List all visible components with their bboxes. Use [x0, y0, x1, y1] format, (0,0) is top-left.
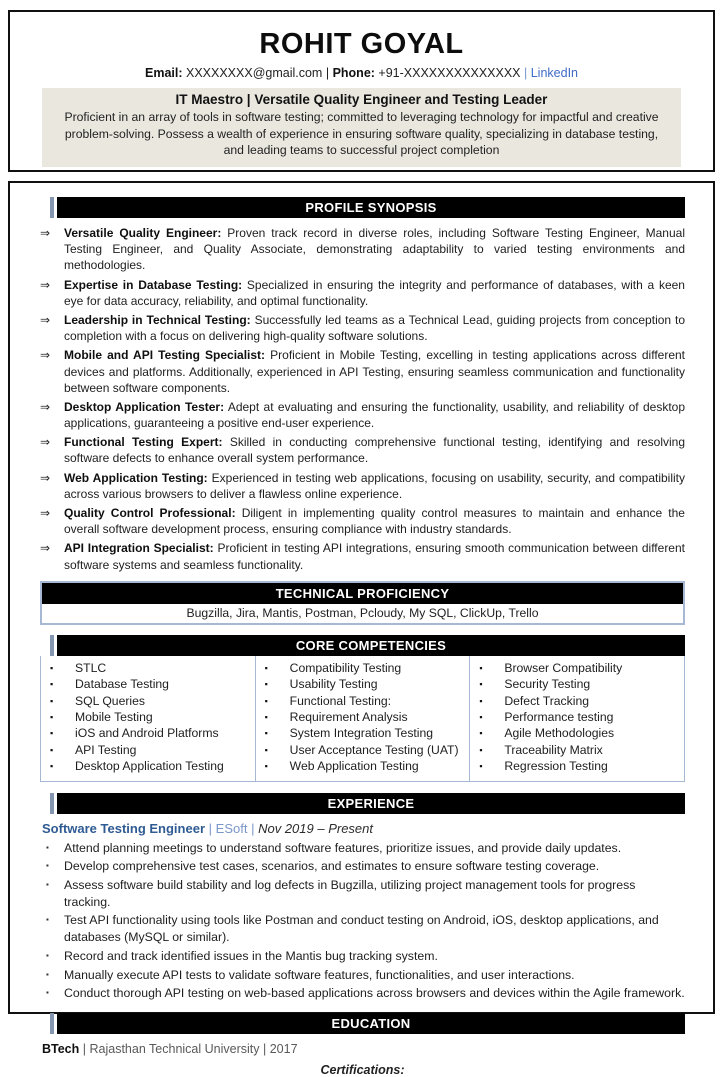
arrow-bullet-icon: ⇒	[40, 435, 51, 450]
core-competencies-section	[40, 635, 685, 782]
square-bullet-icon: ▪	[50, 711, 54, 722]
square-bullet-icon: ▪	[264, 711, 268, 722]
technical-tools-list: Bugzilla, Jira, Mantis, Postman, Pcloudy, My SQL, ClickUp, Trello	[186, 605, 539, 620]
synopsis-text	[64, 225, 685, 274]
arrow-bullet-icon: ⇒	[40, 541, 51, 556]
section-accent-bar	[50, 1013, 54, 1034]
competency-item	[265, 676, 466, 692]
competency-label: iOS and Android Platforms	[75, 726, 219, 741]
synopsis-body: Specialized in ensuring the integrity and performance of databases, with a keen eye for data accuracy, reliability, and optimal functionality.	[64, 277, 685, 308]
experience-item	[40, 985, 685, 1002]
role-separator: |	[251, 820, 255, 836]
square-bullet-icon: ▪	[46, 915, 49, 925]
square-bullet-icon: ▪	[264, 761, 268, 772]
synopsis-item	[40, 225, 685, 274]
competency-label: Performance testing	[504, 709, 614, 724]
experience-text: Conduct thorough API testing on web-based applications across browsers and devices within the Agile framework.	[64, 986, 685, 1001]
certifications-label: Certifications:	[320, 1063, 405, 1077]
competency-item	[50, 660, 251, 676]
square-bullet-icon: ▪	[46, 880, 49, 890]
competency-item	[50, 725, 251, 741]
square-bullet-icon: ▪	[50, 761, 54, 772]
competency-item	[479, 758, 680, 774]
section-header-experience	[50, 793, 685, 814]
degree-name: BTech	[42, 1042, 80, 1057]
section-accent-bar	[50, 793, 54, 814]
competency-label: Usability Testing	[289, 677, 378, 692]
technical-proficiency-table	[40, 581, 685, 625]
experience-item	[40, 877, 685, 910]
competency-label: Security Testing	[504, 677, 591, 692]
synopsis-item	[40, 347, 685, 396]
synopsis-item	[40, 540, 685, 572]
competency-item	[50, 676, 251, 692]
competency-label: Agile Methodologies	[504, 726, 615, 741]
education-separator: |	[262, 1042, 267, 1057]
square-bullet-icon: ▪	[46, 842, 49, 852]
square-bullet-icon: ▪	[264, 662, 268, 673]
synopsis-text	[64, 312, 685, 344]
arrow-bullet-icon: ⇒	[40, 348, 51, 363]
competency-label: Mobile Testing	[75, 709, 153, 724]
square-bullet-icon: ▪	[479, 679, 483, 690]
synopsis-text	[64, 277, 685, 309]
competency-item	[50, 758, 251, 774]
synopsis-text	[64, 505, 685, 537]
profile-synopsis-list	[40, 225, 685, 573]
experience-text: Test API functionality using tools like Postman and conduct testing on Android, iOS, desktop applications, and databases (MySQL or similar).	[64, 913, 659, 945]
linkedin-link[interactable]: LinkedIn	[530, 66, 578, 80]
experience-item	[40, 858, 685, 875]
synopsis-lead: API Integration Specialist:	[64, 541, 214, 556]
square-bullet-icon: ▪	[50, 744, 54, 755]
experience-text: Attend planning meetings to understand software features, prioritize issues, and provide daily updates.	[64, 840, 622, 855]
synopsis-body: Diligent in implementing quality control measures to maintain and enhance the overall software development process, ensuring compliance with industry standards.	[64, 506, 685, 537]
experience-section	[40, 793, 685, 1002]
competency-item	[479, 660, 680, 676]
experience-item	[40, 948, 685, 965]
square-bullet-icon: ▪	[264, 744, 268, 755]
square-bullet-icon: ▪	[50, 695, 54, 706]
competencies-column-2	[256, 656, 471, 781]
synopsis-lead: Leadership in Technical Testing:	[64, 312, 251, 327]
competencies-column-1	[41, 656, 256, 781]
square-bullet-icon: ▪	[46, 988, 49, 998]
square-bullet-icon: ▪	[479, 728, 483, 739]
synopsis-lead: Expertise in Database Testing:	[64, 277, 243, 292]
email-label: Email:	[145, 66, 183, 80]
square-bullet-icon: ▪	[479, 711, 483, 722]
job-role: Software Testing Engineer	[42, 820, 206, 836]
phone-value: +91-XXXXXXXXXXXXXX	[378, 66, 521, 80]
competencies-column-3	[470, 656, 684, 781]
competency-label: Compatibility Testing	[289, 660, 402, 675]
company-name: ESoft	[215, 820, 248, 836]
synopsis-text	[64, 470, 685, 502]
arrow-bullet-icon: ⇒	[40, 470, 51, 485]
competency-item	[265, 709, 466, 725]
competency-item	[265, 758, 466, 774]
experience-text: Record and track identified issues in the Mantis bug tracking system.	[64, 948, 438, 963]
competency-item	[479, 709, 680, 725]
square-bullet-icon: ▪	[479, 761, 483, 772]
competency-label: User Acceptance Testing (UAT)	[289, 742, 459, 757]
university-name: Rajasthan Technical University	[89, 1042, 260, 1057]
experience-text: Manually execute API tests to validate software features, functionalities, and user interactions.	[64, 967, 575, 982]
experience-item	[40, 840, 685, 857]
synopsis-text	[64, 540, 685, 572]
competency-label: Requirement Analysis	[289, 709, 408, 724]
competency-item	[265, 742, 466, 758]
arrow-bullet-icon: ⇒	[40, 399, 51, 414]
synopsis-body: Skilled in conducting comprehensive functional testing, identifying and resolving software defects to enhance overall system performance.	[64, 435, 686, 466]
education-separator: |	[82, 1042, 87, 1057]
phone-label: Phone:	[332, 66, 375, 80]
employment-dates: Nov 2019 – Present	[258, 820, 373, 836]
section-accent-bar	[50, 635, 54, 656]
synopsis-item	[40, 312, 685, 344]
tagline-title: IT Maestro | Versatile Quality Engineer and Testing Leader	[175, 92, 548, 107]
arrow-bullet-icon: ⇒	[40, 312, 51, 327]
synopsis-lead: Web Application Testing:	[64, 470, 208, 485]
section-title: CORE COMPETENCIES	[57, 635, 685, 656]
synopsis-body: Successfully led teams as a Technical Lead, guiding projects from conception to completion with a focus on delivering high-quality software solutions.	[64, 312, 686, 344]
resume-body-card	[8, 181, 715, 1077]
competency-item	[479, 725, 680, 741]
contact-separator: |	[325, 66, 330, 80]
competency-label: SQL Queries	[75, 693, 145, 708]
section-title-technical-proficiency: TECHNICAL PROFICIENCY	[42, 583, 683, 604]
synopsis-item	[40, 505, 685, 537]
competency-label: Browser Compatibility	[504, 660, 623, 675]
competency-label: Traceability Matrix	[504, 742, 603, 757]
square-bullet-icon: ▪	[46, 950, 49, 960]
square-bullet-icon: ▪	[479, 744, 483, 755]
education-details	[83, 1042, 298, 1056]
section-header-education	[50, 1013, 685, 1034]
competency-item	[479, 676, 680, 692]
candidate-name: ROHIT GOYAL	[259, 28, 464, 60]
synopsis-lead: Quality Control Professional:	[64, 506, 236, 520]
experience-text: Assess software build stability and log defects in Bugzilla, utilizing project management tools for progress tracking.	[64, 878, 636, 909]
competency-item	[265, 660, 466, 676]
competency-item	[50, 742, 251, 758]
competency-item	[265, 725, 466, 741]
synopsis-text	[64, 399, 685, 431]
tagline-summary: Proficient in an array of tools in software testing; committed to leveraging technology for impactful and creative problem-solving. Possess a wealth of experience in ensuring software quality, specializing in database testing, and leading teams to successful project completion	[64, 110, 659, 158]
synopsis-body: Proven track record in diverse roles, including Software Testing Engineer, Manual Testing Engineer, and Quality Associate, demonstrating adaptability to varied testing environments and methodologies.	[64, 226, 685, 273]
header-card	[8, 10, 715, 172]
square-bullet-icon: ▪	[479, 662, 483, 673]
square-bullet-icon: ▪	[50, 679, 54, 690]
competency-label: System Integration Testing	[289, 726, 434, 741]
experience-bullet-list	[40, 840, 685, 1002]
competency-label: Web Application Testing	[289, 759, 419, 774]
email-value: XXXXXXXX@gmail.com	[186, 66, 323, 80]
competency-label: API Testing	[75, 742, 137, 757]
square-bullet-icon: ▪	[264, 679, 268, 690]
experience-item	[40, 967, 685, 984]
competency-label: Database Testing	[75, 677, 169, 692]
square-bullet-icon: ▪	[46, 969, 49, 979]
square-bullet-icon: ▪	[46, 861, 49, 871]
competency-item	[50, 693, 251, 709]
competency-item	[479, 693, 680, 709]
section-accent-bar	[50, 197, 54, 218]
section-header-core-competencies	[50, 635, 685, 656]
synopsis-body: Proficient in testing API integrations, ensuring smooth communication between different software systems and seamless functionality.	[64, 541, 685, 572]
square-bullet-icon: ▪	[264, 728, 268, 739]
contact-line	[10, 66, 713, 80]
competency-label: Defect Tracking	[504, 693, 590, 708]
competency-item	[265, 693, 466, 709]
arrow-bullet-icon: ⇒	[40, 506, 51, 520]
synopsis-body: Adept at evaluating and ensuring the functionality, usability, and reliability of desktop applications, guaranteeing a positive end-user experience.	[64, 399, 686, 431]
square-bullet-icon: ▪	[50, 728, 54, 739]
education-line	[42, 1042, 685, 1056]
role-separator: |	[208, 820, 213, 836]
square-bullet-icon: ▪	[264, 695, 268, 706]
square-bullet-icon: ▪	[479, 695, 483, 706]
competencies-table	[40, 656, 685, 782]
competency-label: Regression Testing	[504, 759, 608, 774]
synopsis-item	[40, 277, 685, 309]
competency-label: Functional Testing:	[289, 693, 392, 708]
synopsis-lead: Desktop Application Tester:	[64, 399, 225, 414]
section-title: EXPERIENCE	[57, 793, 685, 814]
competency-item	[479, 742, 680, 758]
experience-item	[40, 912, 685, 945]
synopsis-lead: Functional Testing Expert:	[64, 435, 223, 450]
arrow-bullet-icon: ⇒	[40, 277, 51, 292]
synopsis-item	[40, 470, 685, 502]
synopsis-body: Experienced in testing web applications, focusing on usability, security, and compatibility across various browsers to deliver a flawless online experience.	[64, 470, 685, 501]
synopsis-lead: Versatile Quality Engineer:	[64, 226, 222, 240]
arrow-bullet-icon: ⇒	[40, 226, 51, 240]
contact-separator: |	[524, 66, 528, 80]
section-header-profile-synopsis	[50, 197, 685, 218]
synopsis-lead: Mobile and API Testing Specialist:	[64, 348, 266, 363]
education-section	[40, 1013, 685, 1077]
synopsis-text	[64, 434, 685, 466]
competency-label: Desktop Application Testing	[75, 759, 224, 774]
section-title: EDUCATION	[57, 1013, 685, 1034]
synopsis-text	[64, 347, 685, 396]
graduation-year: 2017	[269, 1042, 298, 1057]
job-title-line	[42, 821, 685, 836]
synopsis-body: Proficient in Mobile Testing, excelling in testing applications across different devices and platforms. Additionally, experienced in API Testing, ensuring seamless communication and functionality between software components.	[64, 348, 686, 395]
tagline-box	[42, 88, 681, 167]
synopsis-item	[40, 434, 685, 466]
synopsis-item	[40, 399, 685, 431]
square-bullet-icon: ▪	[50, 662, 54, 673]
competency-label: STLC	[75, 660, 107, 675]
section-title: PROFILE SYNOPSIS	[57, 197, 685, 218]
experience-text: Develop comprehensive test cases, scenarios, and estimates to ensure software testing coverage.	[64, 859, 600, 874]
competency-item	[50, 709, 251, 725]
